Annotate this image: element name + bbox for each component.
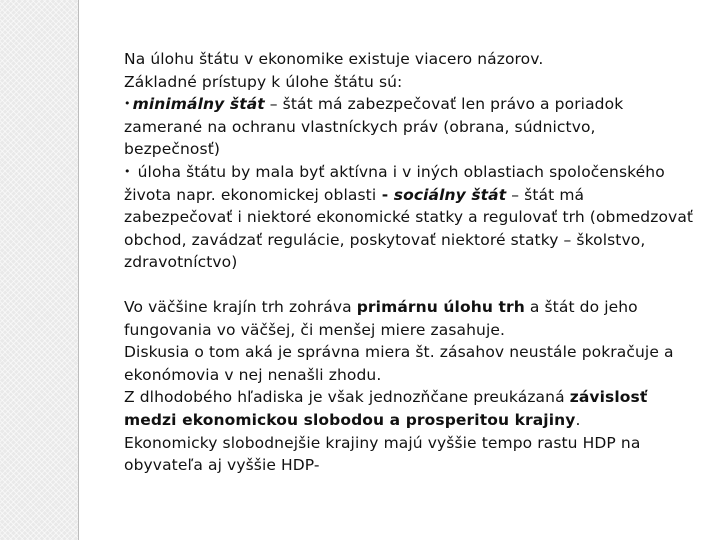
emphasis-primary-role: primárnu úlohu trh	[356, 297, 525, 316]
paragraph-spacer	[124, 274, 694, 296]
slide-body	[124, 48, 694, 477]
bullet-text: – štát má zabezpečovať len právo a poriadok zamerané na ochranu vlastníckych práv (obrana, súdnictvo, bezpečnosť)	[124, 95, 624, 159]
intro-line: Základné prístupy k úlohe štátu sú:	[124, 72, 403, 91]
bullet-text: úloha štátu by mala byť aktívna i v iných oblastiach spoločenského života napr. ekonomickej oblasti	[124, 162, 665, 204]
paragraph-discussion: Diskusia o tom aká je správna miera št. zásahov neustále pokračuje a ekonómovia v nej nenašli zhodu.	[124, 343, 674, 384]
paragraph-market-role	[124, 296, 694, 341]
term-social-state: sociálny štát	[393, 185, 507, 204]
intro-line: Na úlohu štátu v ekonomike existuje viacero názorov.	[124, 50, 544, 68]
term-minimal-state: minimálny štát	[132, 95, 265, 114]
bullet-social-state	[124, 161, 694, 274]
decorative-side-panel	[0, 0, 79, 540]
paragraph-text: .	[575, 410, 581, 429]
bullet-icon: •	[124, 97, 131, 111]
paragraph-long-term	[124, 386, 694, 431]
bullet-text: – štát má zabezpečovať i niektoré ekonomické statky a regulovať trh (obmedzovať obchod, zavádzať regulácie, poskytovať niektoré statky – školstvo, zdravotníctvo)	[124, 185, 694, 272]
bullet-minimal-state	[124, 93, 694, 161]
bullet-dash: -	[376, 185, 394, 204]
paragraph-text: Vo väčšine krajín trh zohráva	[124, 297, 357, 316]
emphasis-freedom-prosperity: závislosť medzi ekonomickou slobodou a prosperitou krajiny	[124, 388, 648, 429]
bullet-icon: •	[124, 164, 131, 178]
paragraph-growth: Ekonomicky slobodnejšie krajiny majú vyššie tempo rastu HDP na obyvateľa aj vyššie HDP-	[124, 433, 641, 475]
paragraph-text: a štát do jeho fungovania vo väčšej, či menšej miere zasahuje.	[124, 297, 638, 339]
paragraph-text: Z dlhodobého hľadiska je však jednozňčane preukázaná	[124, 388, 570, 407]
